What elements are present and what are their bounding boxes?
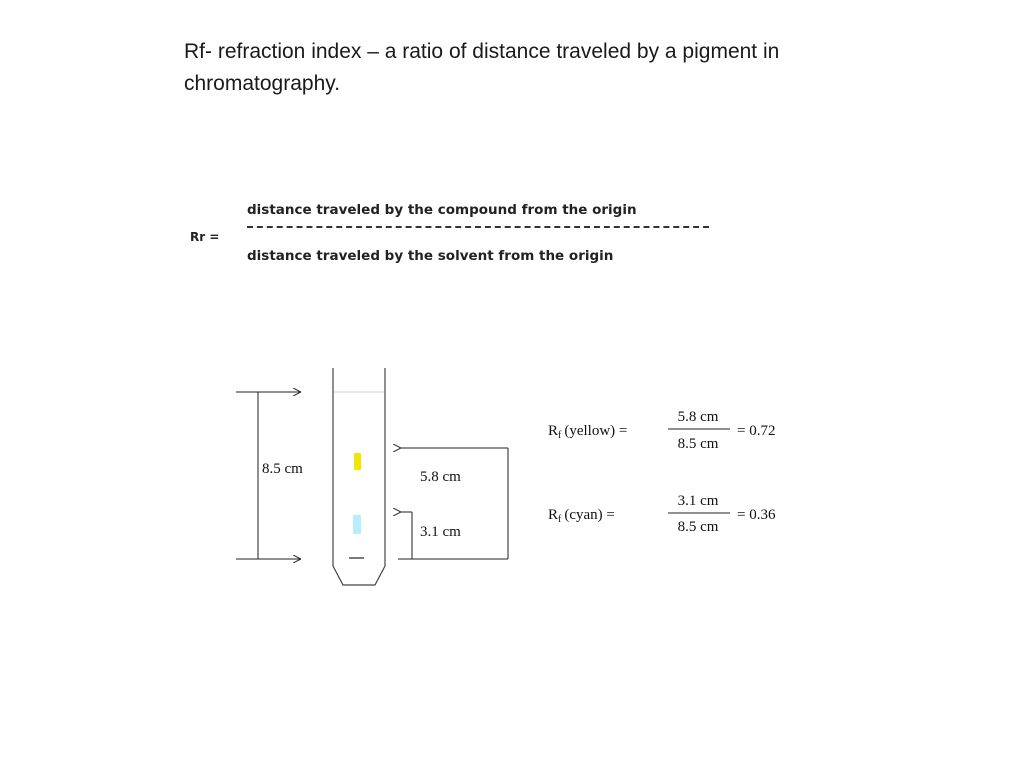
yellow-distance-label: 5.8 cm bbox=[420, 469, 461, 485]
rf-yellow-name: (yellow) = bbox=[564, 423, 628, 439]
rf-cyan-denominator: 8.5 cm bbox=[677, 519, 719, 535]
rf-cyan-result: = 0.36 bbox=[737, 507, 776, 523]
rf-symbol: R bbox=[548, 423, 559, 439]
test-tube-outline bbox=[333, 368, 385, 585]
rf-yellow-denominator: 8.5 cm bbox=[677, 436, 719, 452]
svg-text:Rf(cyan) = bbox=[548, 507, 615, 525]
cyan-spot bbox=[353, 515, 361, 534]
solvent-distance-bracket bbox=[236, 392, 303, 559]
rf-cyan-name: (cyan) = bbox=[564, 507, 615, 523]
test-tube bbox=[333, 368, 385, 585]
spot-distance-brackets bbox=[398, 448, 508, 559]
chromatography-svg bbox=[230, 360, 790, 600]
rf-yellow-numerator: 5.8 cm bbox=[677, 409, 719, 425]
rf-formula-numerator: distance traveled by the compound from the origin bbox=[247, 202, 637, 218]
yellow-spot bbox=[354, 453, 361, 470]
rf-formula-label: Rr = bbox=[190, 230, 220, 244]
solvent-distance-label: 8.5 cm bbox=[262, 461, 303, 477]
rf-formula-denominator: distance traveled by the solvent from the origin bbox=[247, 248, 614, 264]
rf-cyan-numerator: 3.1 cm bbox=[677, 493, 719, 509]
rf-yellow-result: = 0.72 bbox=[737, 423, 776, 439]
svg-text:Rf(yellow) = bbox=[548, 423, 627, 441]
rf-equation-cyan bbox=[548, 493, 776, 535]
rf-symbol: R bbox=[548, 507, 559, 523]
rf-equation-yellow bbox=[548, 409, 775, 452]
rf-formula-fraction-line bbox=[247, 226, 709, 228]
rf-subscript: f bbox=[558, 430, 562, 441]
chromatography-diagram bbox=[230, 360, 790, 600]
cyan-distance-label: 3.1 cm bbox=[420, 524, 461, 540]
rf-formula bbox=[190, 196, 720, 276]
rf-subscript: f bbox=[558, 514, 562, 525]
slide-title: Rf- refraction index – a ratio of distance traveled by a pigment in chromatography. bbox=[184, 40, 780, 95]
